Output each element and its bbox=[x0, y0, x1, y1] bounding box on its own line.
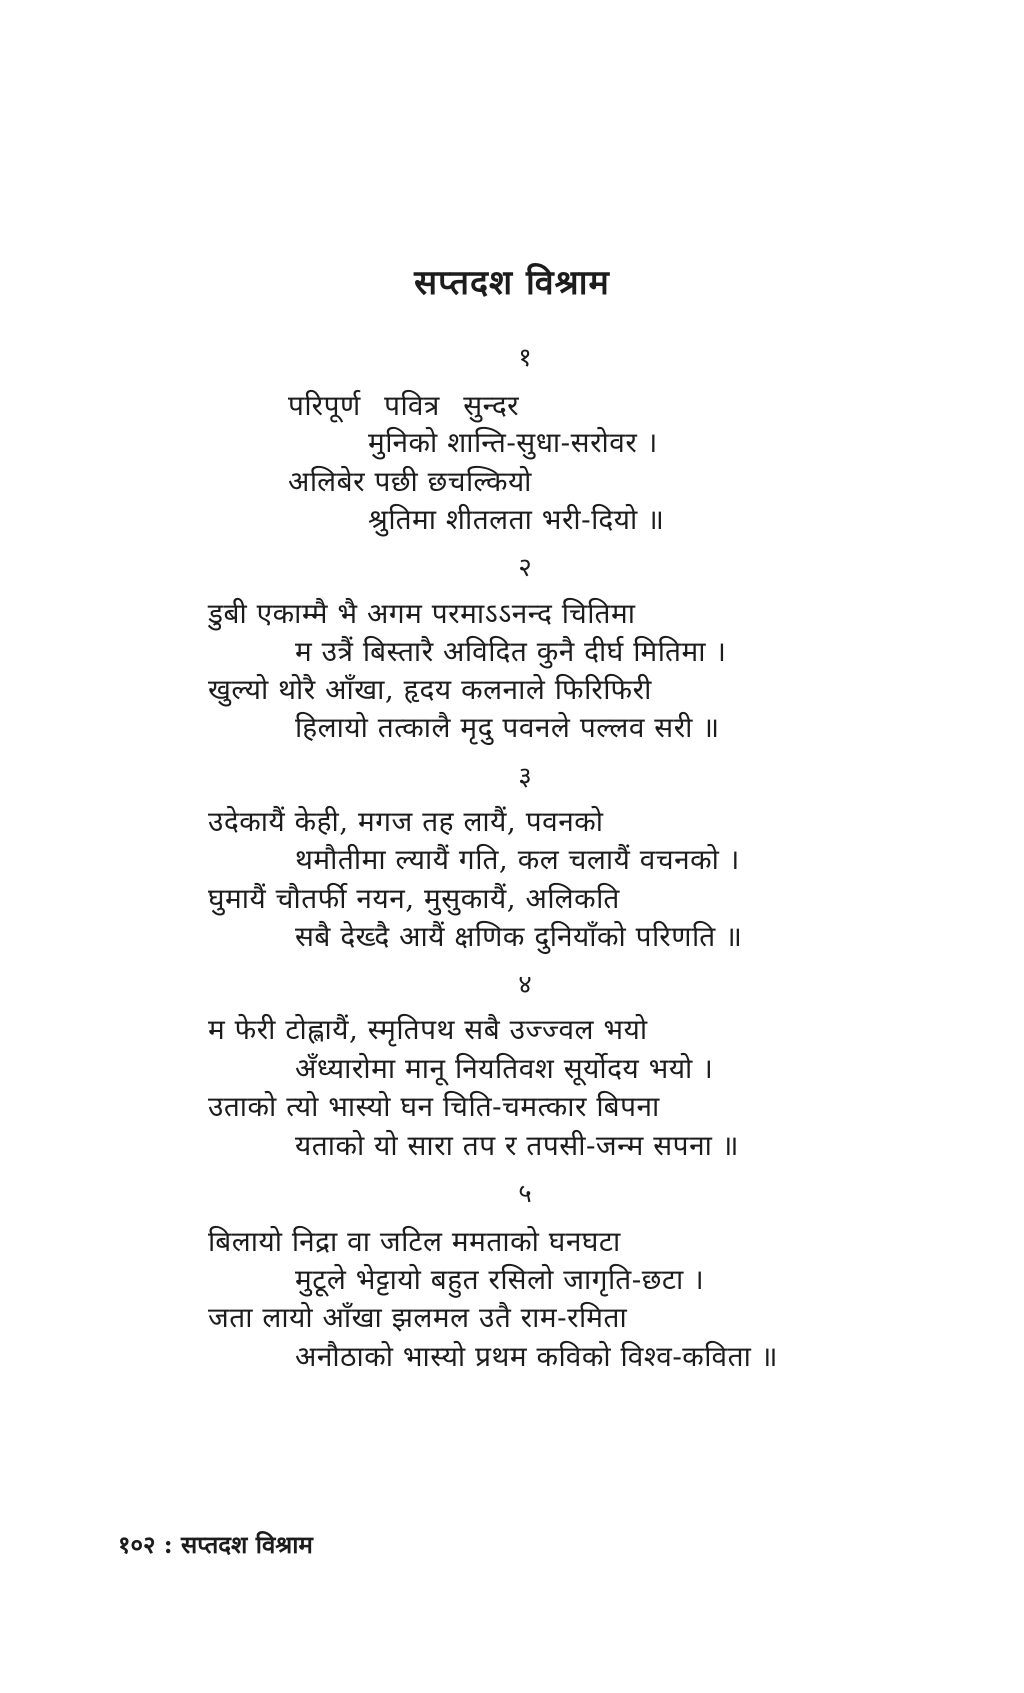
verse-line: उताको त्यो भास्यो घन चिति-चमत्कार बिपना bbox=[208, 1090, 660, 1123]
verse-line: डुबी एकाम्मै भै अगम परमाऽऽनन्द चितिमा bbox=[208, 597, 636, 630]
verse-line: श्रुतिमा शीतलता भरी-दियो ॥ bbox=[368, 503, 665, 536]
page-footer: १०२ : सप्तदश विश्राम bbox=[118, 1530, 313, 1559]
verse-line: उदेकायैं केही, मगज तह लायैं, पवनको bbox=[208, 805, 604, 838]
verse-line: मुटूले भेट्टायो बहुत रसिलो जागृति-छटा । bbox=[295, 1263, 705, 1296]
chapter-title: सप्तदश विश्राम bbox=[414, 263, 610, 303]
verse-line: म उत्रैं बिस्तारै अविदित कुनै दीर्घ मितिमा । bbox=[295, 635, 727, 668]
stanza-number: १ bbox=[518, 343, 532, 373]
stanza-number: ३ bbox=[518, 762, 532, 792]
verse-line: परिपूर्ण पवित्र सुन्दर bbox=[288, 389, 520, 422]
verse-line: हिलायो तत्कालै मृदु पवनले पल्लव सरी ॥ bbox=[295, 711, 720, 744]
verse-line: सबै देख्दै आयैं क्षणिक दुनियाँको परिणति ॥ bbox=[295, 920, 743, 953]
verse-line: खुल्यो थोरै आँखा, हृदय कलनाले फिरिफिरी bbox=[208, 673, 652, 706]
verse-line: मुनिको शान्ति-सुधा-सरोवर । bbox=[368, 426, 658, 459]
verse-line: म फेरी टोह्लायैं, स्मृतिपथ सबै उज्ज्वल भयो bbox=[208, 1013, 648, 1046]
verse-line: जता लायो आँखा झलमल उतै राम-रमिता bbox=[208, 1301, 628, 1334]
verse-line: थमौतीमा ल्यायैं गति, कल चलायैं वचनको । bbox=[295, 843, 740, 876]
stanza-number: ५ bbox=[518, 1179, 532, 1209]
verse-line: बिलायो निद्रा वा जटिल ममताको घनघटा bbox=[208, 1225, 621, 1258]
verse-line: अलिबेर पछी छचल्कियो bbox=[288, 465, 532, 498]
verse-line: यताको यो सारा तप र तपसी-जन्म सपना ॥ bbox=[295, 1129, 740, 1162]
stanza-number: २ bbox=[518, 553, 532, 583]
stanza-number: ४ bbox=[518, 970, 532, 1000]
verse-line: अनौठाको भास्यो प्रथम कविको विश्व-कविता ॥ bbox=[295, 1340, 778, 1373]
verse-line: घुमायैं चौतर्फी नयन, मुसुकायैं, अलिकति bbox=[208, 882, 620, 915]
verse-line: अँध्यारोमा मानू नियतिवश सूर्योदय भयो । bbox=[295, 1052, 714, 1085]
